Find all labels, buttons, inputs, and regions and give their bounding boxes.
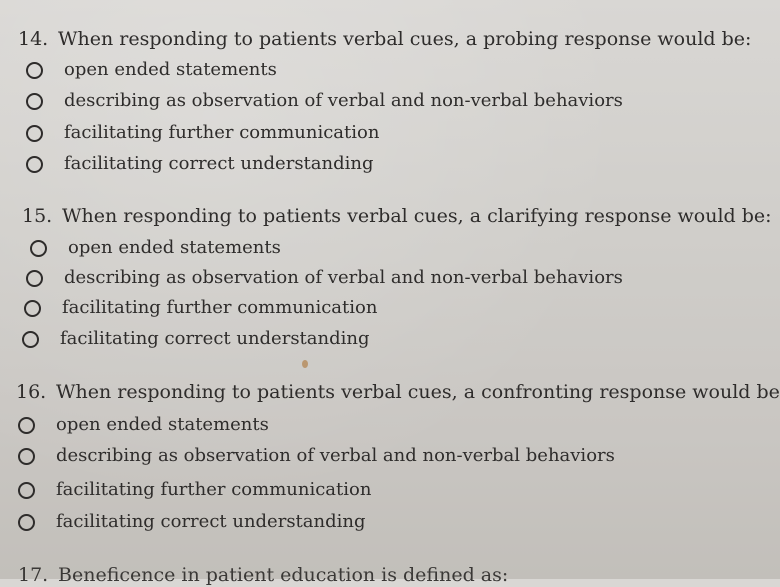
option-label: facilitating correct understanding (60, 328, 370, 349)
option-label: facilitating further communication (62, 297, 378, 318)
question-text: When responding to patients verbal cues, a probing response would be: (58, 28, 752, 50)
question-15-prompt (22, 204, 772, 228)
option-label: facilitating further communication (56, 479, 372, 500)
radio-button-icon[interactable] (22, 331, 39, 348)
option-label: describing as observation of verbal and non-verbal behaviors (64, 267, 623, 288)
question-text: When responding to patients verbal cues, a clarifying response would be: (62, 205, 772, 227)
radio-button-icon[interactable] (26, 62, 43, 79)
paper-stain (302, 360, 308, 368)
radio-button-icon[interactable] (26, 125, 43, 142)
question-number: 16. (16, 381, 47, 403)
question-text: Beneficence in patient education is defined as: (58, 564, 509, 586)
option-label: open ended statements (56, 414, 269, 435)
question-text: When responding to patients verbal cues, a confronting response would be (56, 381, 780, 403)
radio-button-icon[interactable] (18, 448, 35, 465)
radio-button-icon[interactable] (18, 482, 35, 499)
radio-button-icon[interactable] (18, 514, 35, 531)
question-16-prompt (16, 380, 780, 404)
radio-button-icon[interactable] (30, 240, 47, 257)
question-number: 14. (18, 28, 49, 50)
question-14-prompt (18, 27, 751, 51)
option-label: describing as observation of verbal and non-verbal behaviors (56, 445, 615, 466)
radio-button-icon[interactable] (26, 93, 43, 110)
option-label: facilitating correct understanding (64, 153, 374, 174)
option-label: facilitating further communication (64, 122, 380, 143)
option-label: describing as observation of verbal and non-verbal behaviors (64, 90, 623, 111)
option-label: facilitating correct understanding (56, 511, 366, 532)
option-label: open ended statements (68, 237, 281, 258)
radio-button-icon[interactable] (18, 417, 35, 434)
radio-button-icon[interactable] (24, 300, 41, 317)
radio-button-icon[interactable] (26, 270, 43, 287)
question-number: 17. (18, 564, 49, 586)
question-17-prompt (18, 563, 508, 587)
radio-button-icon[interactable] (26, 156, 43, 173)
question-number: 15. (22, 205, 53, 227)
option-label: open ended statements (64, 59, 277, 80)
